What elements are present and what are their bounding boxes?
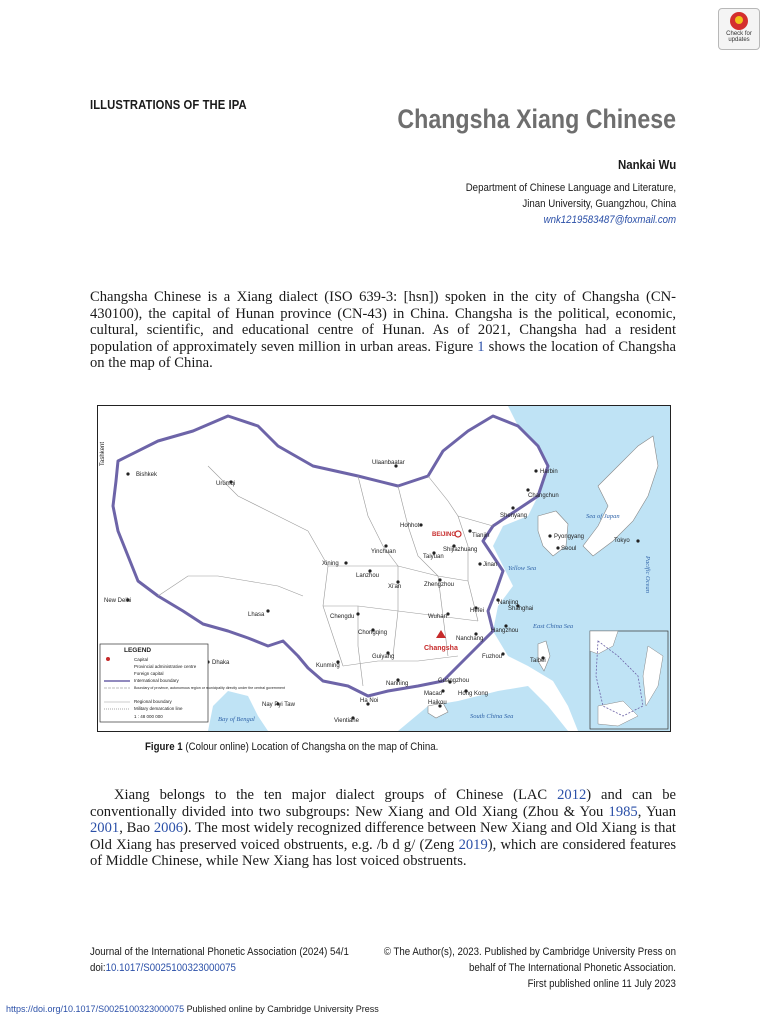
para2-text: ), which are considered features of Middle Chinese, while New Xiang has lost voiced obstruents. xyxy=(90,836,676,869)
map-label-changsha: Changsha xyxy=(424,645,458,652)
map-label: New Delhi xyxy=(104,598,132,604)
bottom-text: Published online by Cambridge University Press xyxy=(184,1004,379,1014)
map-label: Harbin xyxy=(540,469,558,475)
map-label: Tianjin xyxy=(472,533,490,539)
published-date: First published online 11 July 2023 xyxy=(527,978,676,990)
citation-link[interactable]: 2012 xyxy=(557,787,587,803)
map-label: Shijiazhuang xyxy=(443,547,478,553)
map-label: Guangzhou xyxy=(438,678,470,684)
map-label: Nay Pyi Taw xyxy=(262,702,295,708)
doi-prefix: doi: xyxy=(90,962,106,974)
map-label: Dhaka xyxy=(212,660,230,666)
map-label: Tokyo xyxy=(614,538,630,544)
citation-link[interactable]: 1985 xyxy=(608,803,638,820)
series-label: ILLUSTRATIONS OF THE IPA xyxy=(90,98,247,112)
sea-label: South China Sea xyxy=(470,713,514,720)
figure-label: Figure 1 xyxy=(145,741,183,753)
map-label: Hangzhou xyxy=(491,628,519,634)
badge-line2: updates xyxy=(728,37,750,43)
legend-title: LEGEND xyxy=(124,647,152,654)
map-label: Taibei xyxy=(530,658,546,664)
map-svg xyxy=(98,406,670,731)
paragraph-xiang xyxy=(90,787,676,870)
copyright-line1: © The Author(s), 2023. Published by Cambridge University Press on xyxy=(383,946,676,958)
crossmark-icon xyxy=(730,12,748,30)
map-label: Haikou xyxy=(428,700,447,706)
south-china-sea-inset xyxy=(590,631,668,729)
legend-item: Military demarcation line xyxy=(134,706,183,711)
map-label: Shenyang xyxy=(500,513,528,519)
map-label: Chongqing xyxy=(358,630,388,636)
footer-citation xyxy=(90,944,349,976)
map-label: Guiyang xyxy=(372,654,395,660)
map-label: Ulaanbaatar xyxy=(372,460,405,466)
legend-item: Foreign capital xyxy=(134,671,164,676)
map-label-capital: BEIJING xyxy=(432,532,457,538)
sea-label: Sea of Japan xyxy=(586,513,620,520)
map-label: Bishkek xyxy=(136,472,158,478)
legend-scale: 1 : 48 000 000 xyxy=(134,714,163,719)
map-label: Chengdu xyxy=(330,614,355,620)
map-label: Xi'an xyxy=(388,584,402,590)
map-label: Nanchang xyxy=(456,636,484,642)
legend-item: Boundary of province, autonomous region or municipality directly under the central government xyxy=(134,686,286,690)
author-email[interactable]: wnk1219583487@foxmail.com xyxy=(543,214,676,226)
map-label: Lhasa xyxy=(248,612,265,618)
map-label: Seoul xyxy=(561,546,577,552)
badge-line1: Check for xyxy=(726,31,752,37)
sea-label: East China Sea xyxy=(533,623,574,630)
affiliation xyxy=(466,180,676,228)
map-label: Tashkent xyxy=(100,441,106,466)
doi-link[interactable]: 10.1017/S0025100323000075 xyxy=(105,962,236,974)
map-label: Fuzhou xyxy=(482,654,503,660)
journal-info: Journal of the International Phonetic Association (2024) 54/1 xyxy=(90,946,349,958)
sea-label: Bay of Bengal xyxy=(218,716,255,723)
map-label: Lanzhou xyxy=(356,573,380,579)
para2-text: ). The most widely recognized difference between New Xiang and Old Xiang is that Old Xiang has preserved voiced obstruents, e.g. /b d g/ (Zeng xyxy=(90,820,676,853)
legend-item: International boundary xyxy=(134,678,179,683)
bottom-doi-link[interactable]: https://doi.org/10.1017/S0025100323000075 xyxy=(6,1004,185,1014)
map-label: Hefei xyxy=(470,608,485,614)
map-label: Hohhot xyxy=(400,523,420,529)
map-label: Pyongyang xyxy=(554,534,585,540)
map-label: Wuhan xyxy=(428,614,447,620)
map-label: Zhengzhou xyxy=(424,582,455,588)
legend-item: Provincial administrative centre xyxy=(134,664,197,669)
footer-copyright xyxy=(384,944,676,992)
map-legend xyxy=(100,644,285,722)
publication-notice xyxy=(6,1004,379,1014)
affiliation-line2: Jinan University, Guangzhou, China xyxy=(522,198,676,210)
map-label: Xining xyxy=(322,561,339,567)
author-name: Nankai Wu xyxy=(617,157,676,172)
article-title: Changsha Xiang Chinese xyxy=(397,104,676,134)
map-label: Nanning xyxy=(386,681,409,687)
sea-bengal xyxy=(208,691,268,731)
figure-caption-text: (Colour online) Location of Changsha on the map of China. xyxy=(185,741,439,753)
citation-link[interactable]: 2019 xyxy=(458,836,488,853)
citation-link[interactable]: 2001 xyxy=(90,820,120,836)
copyright-line2: behalf of The International Phonetic Association. xyxy=(468,962,676,974)
sea-label: Pacific Ocean xyxy=(644,556,651,593)
map-label: Vientiane xyxy=(334,718,359,724)
map-label: Ha Noi xyxy=(360,698,379,704)
para2-text: ) and can be conventionally divided into two subgroups: New Xiang and Old Xiang (Zhou & You xyxy=(90,787,677,820)
map-label: Nanjing xyxy=(498,600,519,606)
map-label: Urümqi xyxy=(216,481,236,487)
affiliation-line1: Department of Chinese Language and Literature, xyxy=(465,182,676,194)
para1-text-a: Changsha Chinese is a Xiang dialect (ISO 639-3: [hsn]) spoken in the city of Changsha (CN-430100), the capital of Hunan province (CN-43) in China. Changsha is the political, economic, cultural, scientific, and educational centre of Hunan. As of 2021, Changsha had a resident population of approximately seven million in urban areas. Figure xyxy=(90,289,676,355)
para1-text-b: shows the location of Changsha on the map of China. xyxy=(90,338,676,371)
legend-item: Regional boundary xyxy=(134,699,172,704)
map-label: Kunming xyxy=(316,663,340,669)
figure-1-link[interactable]: 1 xyxy=(477,338,485,355)
map-label: Hong Kong xyxy=(458,691,489,697)
map-label: Jinan xyxy=(483,562,498,568)
check-for-updates-badge[interactable] xyxy=(718,8,760,50)
china-map-figure xyxy=(97,405,671,732)
doi-line xyxy=(90,960,349,976)
paragraph-intro xyxy=(90,289,676,372)
map-label: Macao xyxy=(424,691,443,697)
map-label: Yinchuan xyxy=(371,549,396,555)
figure-caption xyxy=(145,741,438,753)
para2-text: , Yuan xyxy=(637,803,677,820)
map-label: Changchun xyxy=(528,493,559,499)
sea-label: Yellow Sea xyxy=(508,565,537,572)
legend-item: Capital xyxy=(134,657,149,662)
map-label: Taiyuan xyxy=(423,554,444,560)
map-label: Shanghai xyxy=(508,606,534,612)
citation-link[interactable]: 2006 xyxy=(153,820,184,836)
para2-text: , Bao xyxy=(119,820,154,836)
para2-text: Xiang belongs to the ten major dialect groups of Chinese (LAC xyxy=(114,787,558,803)
